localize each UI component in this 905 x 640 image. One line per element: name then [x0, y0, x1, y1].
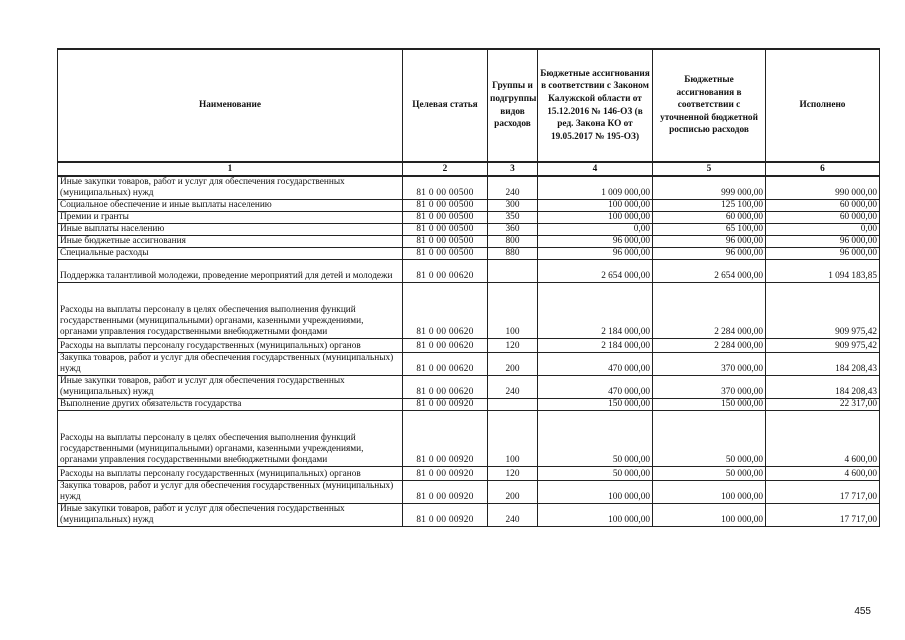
row-plan-allocation: 2 284 000,00: [653, 283, 766, 339]
row-executed: 22 317,00: [766, 399, 880, 411]
row-expense-group: 240: [488, 376, 538, 399]
row-plan-allocation: 100 000,00: [653, 504, 766, 527]
row-target-article: 81 0 00 00920: [403, 504, 488, 527]
row-target-article: 81 0 00 00500: [403, 236, 488, 248]
row-executed: 0,00: [766, 224, 880, 236]
row-law-allocation: 2 654 000,00: [538, 260, 653, 283]
row-name: Иные закупки товаров, работ и услуг для обеспечения государственных (муниципальных) нужд: [58, 504, 403, 527]
header-law-allocations: Бюджетные ассигнования в соответствии с Законом Калужской области от 15.12.2016 № 146-ОЗ (в ред. Закона КО от 19.05.2017 № 195-ОЗ): [538, 49, 653, 162]
row-law-allocation: 1 009 000,00: [538, 176, 653, 200]
table-row: [58, 212, 880, 224]
row-law-allocation: 2 184 000,00: [538, 283, 653, 339]
row-target-article: 81 0 00 00620: [403, 260, 488, 283]
header-expense-groups: Группы и подгруппы видов расходов: [488, 49, 538, 162]
column-number: 5: [653, 162, 766, 176]
row-name: Расходы на выплаты персоналу государственных (муниципальных) органов: [58, 339, 403, 353]
page-number: 455: [854, 606, 871, 617]
row-plan-allocation: 50 000,00: [653, 411, 766, 467]
row-plan-allocation: 999 000,00: [653, 176, 766, 200]
row-plan-allocation: 60 000,00: [653, 212, 766, 224]
row-executed: 4 600,00: [766, 411, 880, 467]
table-row: [58, 353, 880, 376]
row-plan-allocation: 2 654 000,00: [653, 260, 766, 283]
row-expense-group: [488, 260, 538, 283]
row-executed: 184 208,43: [766, 353, 880, 376]
row-expense-group: 200: [488, 481, 538, 504]
column-number-row: [58, 162, 880, 176]
row-expense-group: 800: [488, 236, 538, 248]
row-expense-group: 120: [488, 467, 538, 481]
column-number: 2: [403, 162, 488, 176]
row-name: Расходы на выплаты персоналу в целях обеспечения выполнения функций государственными (муниципальными) органами, казенными учреждениями, органами управления государственными внебюджетными фондами: [58, 283, 403, 339]
row-target-article: 81 0 00 00920: [403, 411, 488, 467]
row-expense-group: 100: [488, 411, 538, 467]
table-row: [58, 176, 880, 200]
row-expense-group: 350: [488, 212, 538, 224]
row-plan-allocation: 370 000,00: [653, 376, 766, 399]
row-law-allocation: 96 000,00: [538, 236, 653, 248]
row-plan-allocation: 150 000,00: [653, 399, 766, 411]
row-name: Специальные расходы: [58, 248, 403, 260]
row-target-article: 81 0 00 00500: [403, 176, 488, 200]
row-executed: 909 975,42: [766, 283, 880, 339]
table-row: [58, 283, 880, 339]
header-row: [58, 49, 880, 162]
budget-table: [57, 48, 880, 527]
row-target-article: 81 0 00 00920: [403, 467, 488, 481]
row-target-article: 81 0 00 00620: [403, 353, 488, 376]
column-number: 3: [488, 162, 538, 176]
row-target-article: 81 0 00 00620: [403, 283, 488, 339]
row-target-article: 81 0 00 00620: [403, 339, 488, 353]
row-expense-group: 120: [488, 339, 538, 353]
row-expense-group: 360: [488, 224, 538, 236]
row-law-allocation: 100 000,00: [538, 212, 653, 224]
row-expense-group: 200: [488, 353, 538, 376]
column-number: 4: [538, 162, 653, 176]
row-expense-group: 880: [488, 248, 538, 260]
row-law-allocation: 150 000,00: [538, 399, 653, 411]
row-executed: 96 000,00: [766, 248, 880, 260]
table-row: [58, 248, 880, 260]
row-expense-group: 240: [488, 176, 538, 200]
row-name: Иные выплаты населению: [58, 224, 403, 236]
column-number: 1: [58, 162, 403, 176]
row-plan-allocation: 100 000,00: [653, 481, 766, 504]
row-name: Иные бюджетные ассигнования: [58, 236, 403, 248]
row-law-allocation: 96 000,00: [538, 248, 653, 260]
table-row: [58, 236, 880, 248]
row-name: Иные закупки товаров, работ и услуг для обеспечения государственных (муниципальных) нужд: [58, 176, 403, 200]
row-executed: 1 094 183,85: [766, 260, 880, 283]
header-budget-list-allocations: Бюджетные ассигнования в соответствии с уточненной бюджетной росписью расходов: [653, 49, 766, 162]
header-executed: Исполнено: [766, 49, 880, 162]
row-expense-group: 100: [488, 283, 538, 339]
row-plan-allocation: 96 000,00: [653, 248, 766, 260]
row-target-article: 81 0 00 00500: [403, 248, 488, 260]
row-name: Закупка товаров, работ и услуг для обеспечения государственных (муниципальных) нужд: [58, 353, 403, 376]
row-plan-allocation: 50 000,00: [653, 467, 766, 481]
row-target-article: 81 0 00 00500: [403, 224, 488, 236]
row-law-allocation: 2 184 000,00: [538, 339, 653, 353]
table-row: [58, 224, 880, 236]
row-executed: 909 975,42: [766, 339, 880, 353]
row-executed: 60 000,00: [766, 212, 880, 224]
row-law-allocation: 0,00: [538, 224, 653, 236]
row-name: Расходы на выплаты персоналу в целях обеспечения выполнения функций государственными (муниципальными) органами, казенными учреждениями, органами управления государственными внебюджетными фондами: [58, 411, 403, 467]
row-name: Иные закупки товаров, работ и услуг для обеспечения государственных (муниципальных) нужд: [58, 376, 403, 399]
row-target-article: 81 0 00 00920: [403, 399, 488, 411]
table-row: [58, 467, 880, 481]
row-target-article: 81 0 00 00920: [403, 481, 488, 504]
row-executed: 184 208,43: [766, 376, 880, 399]
table-row: [58, 260, 880, 283]
row-target-article: 81 0 00 00620: [403, 376, 488, 399]
header-name: Наименование: [58, 49, 403, 162]
row-name: Закупка товаров, работ и услуг для обеспечения государственных (муниципальных) нужд: [58, 481, 403, 504]
table-row: [58, 399, 880, 411]
row-executed: 96 000,00: [766, 236, 880, 248]
row-name: Выполнение других обязательств государства: [58, 399, 403, 411]
row-executed: 4 600,00: [766, 467, 880, 481]
row-expense-group: [488, 399, 538, 411]
row-target-article: 81 0 00 00500: [403, 200, 488, 212]
row-plan-allocation: 96 000,00: [653, 236, 766, 248]
row-law-allocation: 50 000,00: [538, 411, 653, 467]
table-row: [58, 481, 880, 504]
row-law-allocation: 50 000,00: [538, 467, 653, 481]
row-plan-allocation: 370 000,00: [653, 353, 766, 376]
row-law-allocation: 100 000,00: [538, 200, 653, 212]
row-name: Расходы на выплаты персоналу государственных (муниципальных) органов: [58, 467, 403, 481]
table-row: [58, 339, 880, 353]
row-plan-allocation: 125 100,00: [653, 200, 766, 212]
table-row: [58, 200, 880, 212]
row-executed: 17 717,00: [766, 504, 880, 527]
row-target-article: 81 0 00 00500: [403, 212, 488, 224]
row-law-allocation: 470 000,00: [538, 353, 653, 376]
column-number: 6: [766, 162, 880, 176]
row-plan-allocation: 65 100,00: [653, 224, 766, 236]
row-expense-group: 300: [488, 200, 538, 212]
row-law-allocation: 100 000,00: [538, 504, 653, 527]
row-executed: 17 717,00: [766, 481, 880, 504]
row-law-allocation: 100 000,00: [538, 481, 653, 504]
table-row: [58, 504, 880, 527]
table-row: [58, 411, 880, 467]
row-name: Поддержка талантливой молодежи, проведение мероприятий для детей и молодежи: [58, 260, 403, 283]
row-expense-group: 240: [488, 504, 538, 527]
row-law-allocation: 470 000,00: [538, 376, 653, 399]
row-plan-allocation: 2 284 000,00: [653, 339, 766, 353]
header-target-article: Целевая статья: [403, 49, 488, 162]
row-executed: 990 000,00: [766, 176, 880, 200]
row-executed: 60 000,00: [766, 200, 880, 212]
row-name: Премии и гранты: [58, 212, 403, 224]
table-row: [58, 376, 880, 399]
row-name: Социальное обеспечение и иные выплаты населению: [58, 200, 403, 212]
